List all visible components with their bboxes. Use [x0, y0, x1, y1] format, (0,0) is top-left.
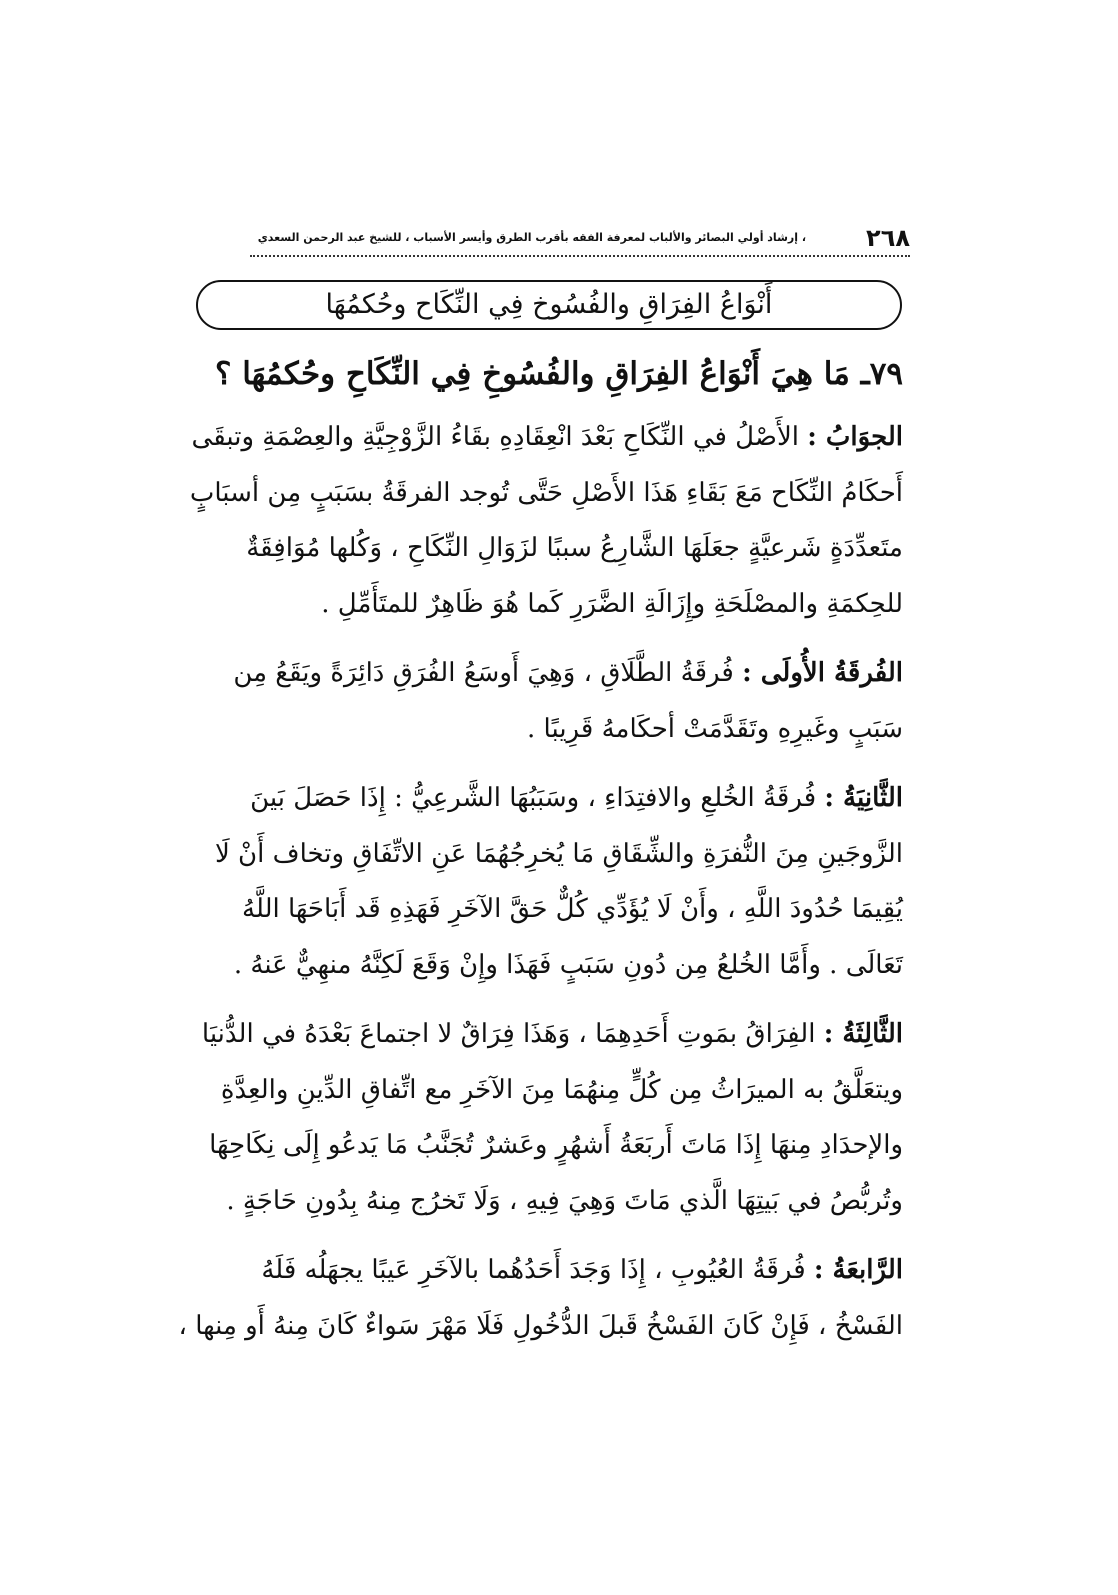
paragraph-answer: [185, 410, 903, 632]
paragraph-text: الأَصْلُ في النِّكَاحِ بَعْدَ انْعِقَادِهِ بقَاءُ الزَّوْجِيَّةِ والعِصْمَةِ وتبقَى: [191, 422, 808, 452]
paragraph-text: فُرقَةُ الخُلعِ والافتِدَاءِ ، وسَبَبُهَا الشَّرعِيُّ : إِذَا حَصَلَ بَينَ: [250, 783, 825, 813]
section-title-box: [196, 280, 902, 330]
paragraph-line: يُقِيمَا حُدُودَ اللَّهِ ، وأَنْ لَا يُؤَدِّي كُلٌّ حَقَّ الآخَرِ فَهَذِهِ قَد أَبَاحَهَا اللَّهُ: [242, 894, 903, 924]
page-body: [178, 348, 903, 1368]
paragraph-fourth-separation: [178, 1243, 903, 1354]
paragraph-lead: الرَّابعَةُ :: [813, 1255, 903, 1285]
paragraph-line: للحِكمَةِ والمصْلَحَةِ وإِزَالَةِ الضَّرَرِ كَما هُوَ ظَاهِرٌ للمتَأَمِّلِ .: [321, 588, 903, 619]
paragraph-line: وتُربُّصُ في بَيتِهَا الَّذي مَاتَ وَهِيَ فِيهِ ، وَلَا تَخرُج مِنهُ بِدُونِ حَاجَةٍ .: [226, 1185, 903, 1216]
paragraph-line: تَعَالَى . وأَمَّا الخُلعُ مِن دُونِ سَبَبٍ فَهَذَا وإِنْ وَقَعَ لَكِنَّهُ منهِيٌّ عَنهُ .: [233, 949, 903, 980]
paragraph-line: [185, 771, 903, 827]
paragraph-line: [185, 1007, 903, 1063]
paragraph-line: [185, 410, 903, 466]
paragraph-first-separation: [185, 646, 903, 757]
paragraph-line: الفَسْخُ ، فَإِنْ كَانَ الفَسْخُ قَبلَ الدُّخُولِ فَلَا مَهْرَ سَواءٌ كَانَ مِنهُ أَو مِنها ،: [178, 1310, 903, 1341]
question-heading: ٧٩ـ مَا هِيَ أَنْوَاعُ الفِرَاقِ والفُسُوخِ فِي النِّكَاحِ وحُكمُهَا ؟: [214, 356, 903, 392]
paragraph-line: متَعدِّدَةٍ شَرعيَّةٍ جعَلَهَا الشَّارِعُ سببًا لزَوَالِ النِّكَاحِ ، وَكُلها مُوَافِقَةٌ: [246, 533, 903, 563]
paragraph-line: [185, 646, 903, 702]
paragraph-lead: الثَّانِيَةُ :: [824, 783, 903, 813]
page-number: ٢٦٨: [866, 224, 910, 252]
running-header: [250, 224, 910, 252]
paragraph-line: [185, 1243, 903, 1299]
book-title: ، إرشاد أولي البصائر والألباب لمعرفة الفقه بأقرب الطرق وأيسر الأسباب ، للشيخ عبد الرحمن السعدي: [257, 231, 806, 244]
paragraph-lead: الثَّالِثَةُ :: [823, 1019, 903, 1049]
paragraph-line: سَبَبٍ وغَيرِهِ وتَقَدَّمَتْ أحكَامهُ قَرِيبًا .: [527, 713, 903, 744]
paragraph-lead: الفُرقَةُ الأُولَى :: [742, 658, 903, 688]
section-title: أَنْوَاعُ الفِرَاقِ والفُسُوخ فِي النِّكَاح وحُكمُهَا: [325, 289, 773, 320]
paragraph-line: ويتعَلَّقُ به الميرَاثُ مِن كُلٍّ مِنهُمَا مِنَ الآخَرِ مع اتِّفاقِ الدِّينِ والعِدَّةِ: [220, 1074, 903, 1105]
paragraph-lead: الجوَابُ :: [807, 422, 903, 452]
paragraph-line: أَحكَامُ النِّكَاح مَعَ بَقَاءِ هَذَا الأَصْلِ حَتَّى تُوجد الفرقَةُ بسَبَبٍ مِن أسبَابٍ: [189, 477, 903, 508]
paragraph-second-separation: [185, 771, 903, 993]
paragraph-text: الفِرَاقُ بمَوتِ أَحَدِهِمَا ، وَهَذَا فِرَاقٌ لا اجتماعَ بَعْدَهُ في الدُّنيَا: [201, 1019, 824, 1049]
paragraph-text: فُرقَةُ العُيُوبِ ، إِذَا وَجَدَ أَحَدُهُما بالآخَرِ عَيبًا يجهَلُه فَلَهُ: [261, 1255, 814, 1285]
paragraph-third-separation: [185, 1007, 903, 1229]
paragraph-line: الزَّوجَينِ مِنَ النُّفرَةِ والشِّقَاقِ مَا يُخرِجُهُمَا عَنِ الاتِّفَاقِ وتخاف أَنْ لَا: [214, 838, 903, 869]
paragraph-line: والإحدَادِ مِنهَا إِذَا مَاتَ أَربَعَةُ أَشهُرٍ وعَشرٌ تُجَنَّبُ مَا يَدعُو إِلَى نِكَاحِهَا: [209, 1130, 903, 1160]
header-divider: [250, 255, 910, 257]
paragraph-text: فُرقَةُ الطَّلَاقِ ، وَهِيَ أَوسَعُ الفُرَقِ دَائِرَةً ويَقَعُ مِن: [233, 658, 743, 688]
